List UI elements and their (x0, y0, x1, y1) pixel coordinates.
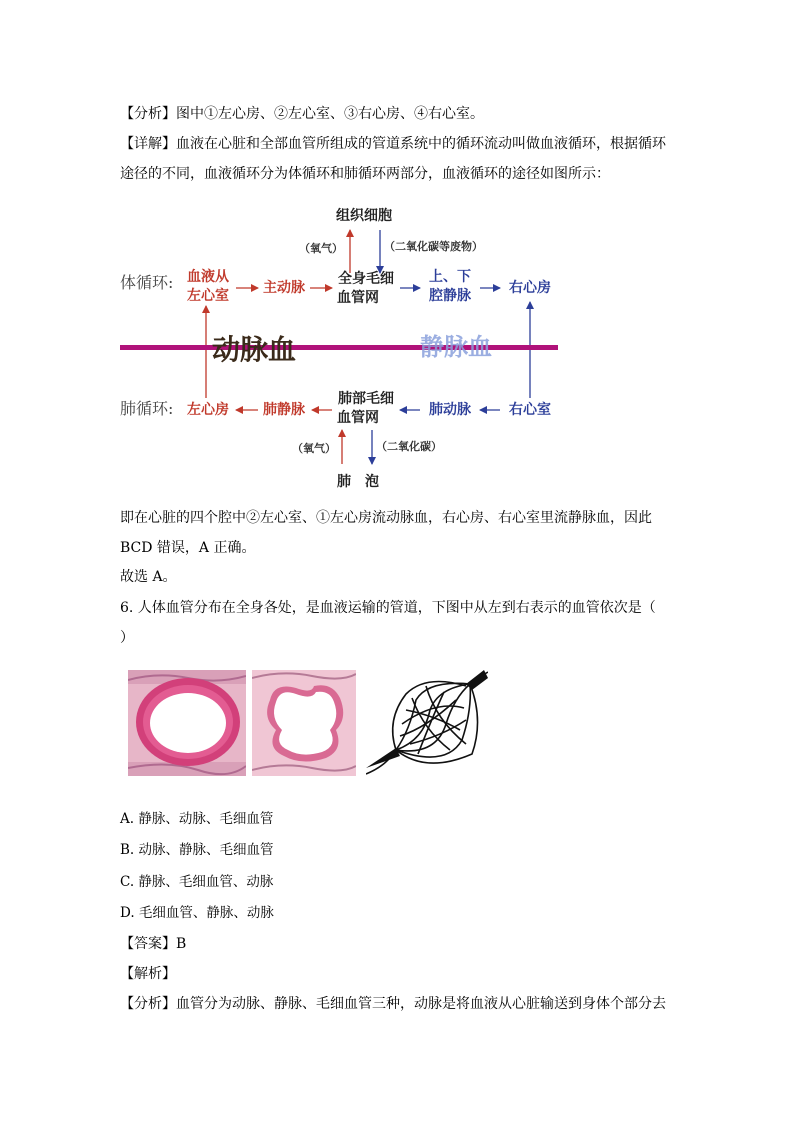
aorta-label: 主动脉 (263, 280, 305, 296)
oxygen-bottom-label: （氧气） (292, 442, 336, 455)
lung-capillary-2: 血管网 (337, 410, 379, 426)
option-b: B. 动脉、静脉、毛细血管 (120, 842, 274, 858)
body-capillary-2: 血管网 (337, 290, 379, 306)
oxygen-top-label: （氧气） (299, 242, 343, 255)
lung-capillary-1: 肺部毛细 (338, 391, 394, 407)
blood-from-lv-1: 血液从 (187, 269, 229, 285)
question-6-line-2: ） (120, 630, 134, 646)
co2-bottom-label: （二氧化碳） (376, 440, 442, 453)
analysis-paragraph: 【分析】图中①左心房、②左心室、③右心房、④右心室。 (120, 106, 484, 122)
left-atrium-label: 左心房 (187, 402, 229, 418)
analysis-2-line: 【分析】血管分为动脉、静脉、毛细血管三种，动脉是将血液从心脏输送到身体个部分去 (120, 996, 666, 1012)
co2-waste-label: （二氧化碳等废物） (384, 240, 483, 253)
vena-cava-2: 腔静脉 (429, 288, 471, 304)
artery-cross-section-image (128, 670, 246, 776)
option-c: C. 静脉、毛细血管、动脉 (120, 874, 274, 890)
venous-blood-label: 静脉血 (420, 332, 492, 361)
option-d: D. 毛细血管、静脉、动脉 (120, 905, 274, 921)
alveoli-label: 肺 泡 (337, 474, 379, 490)
right-atrium-label: 右心房 (509, 280, 551, 296)
arterial-blood-label: 动脉血 (211, 333, 297, 366)
detail-line-2: 途径的不同，血液循环分为体循环和肺循环两部分，血液循环的途径如图所示： (120, 166, 610, 182)
after-line-2: BCD 错误，A 正确。 (120, 540, 256, 556)
detail-line-1: 【详解】血液在心脏和全部血管所组成的管道系统中的循环流动叫做血液循环，根据循环 (120, 136, 666, 152)
conclusion-line: 故选 A。 (120, 569, 177, 585)
pulmonary-label: 肺循环: (120, 399, 174, 418)
vein-cross-section-image (252, 670, 356, 776)
answer-line: 【答案】B (120, 936, 187, 952)
vena-cava-1: 上、下 (429, 269, 471, 285)
tissue-cells-label: 组织细胞 (336, 208, 392, 224)
blood-circulation-diagram (118, 198, 564, 498)
right-ventricle-label: 右心室 (509, 402, 551, 418)
systemic-label: 体循环: (120, 273, 174, 292)
pulmonary-vein-label: 肺静脉 (263, 402, 305, 418)
capillary-network-image (366, 670, 488, 778)
explanation-heading: 【解析】 (120, 966, 176, 982)
question-6-line-1: 6. 人体血管分布在全身各处，是血液运输的管道，下图中从左到右表示的血管依次是（ (120, 600, 656, 616)
pulmonary-artery-label: 肺动脉 (429, 402, 471, 418)
after-line-1: 即在心脏的四个腔中②左心室、①左心房流动脉血，右心房、右心室里流静脉血，因此 (120, 510, 652, 526)
option-a: A. 静脉、动脉、毛细血管 (120, 811, 274, 827)
divider-band (120, 345, 558, 350)
body-capillary-1: 全身毛细 (338, 271, 394, 287)
blood-from-lv-2: 左心室 (187, 288, 229, 304)
